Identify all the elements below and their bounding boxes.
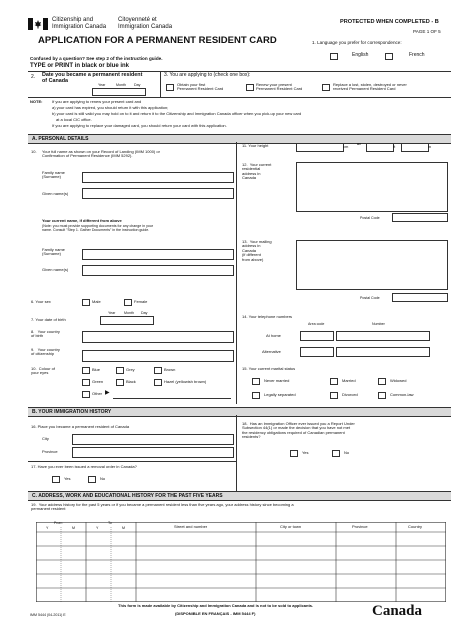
form-title: APPLICATION FOR A PERMANENT RESIDENT CARD [38, 35, 277, 46]
type-print-note: TYPE or PRINT in black or blue ink [30, 63, 130, 69]
obtain-first-checkbox[interactable] [166, 84, 174, 91]
report-no-checkbox[interactable] [332, 450, 340, 457]
eyes-grey-checkbox[interactable] [116, 367, 124, 374]
eyes-hazel-checkbox[interactable] [154, 379, 162, 386]
french-availability: (DISPONIBLE EN FRANÇAIS - IMM 5444 F) [175, 611, 256, 616]
section-c-header: C. ADDRESS, WORK AND EDUCATIONAL HISTORY FOR THE PAST FIVE YEARS [28, 491, 451, 501]
dob-input[interactable] [100, 316, 154, 325]
report-yes-checkbox[interactable] [290, 450, 298, 457]
pr-date-input[interactable] [92, 88, 146, 96]
home-area-code-input[interactable] [300, 331, 334, 341]
mailing-address-input[interactable] [296, 240, 448, 290]
agency-name-fr: Citoyenneté et Immigration Canada [118, 17, 173, 30]
replace-checkbox[interactable] [322, 84, 330, 91]
never-married-checkbox[interactable] [252, 378, 260, 385]
widowed-checkbox[interactable] [378, 378, 386, 385]
mailing-postal-input[interactable] [392, 293, 448, 302]
female-checkbox[interactable] [124, 299, 132, 306]
current-given-name-input[interactable] [82, 265, 234, 276]
alt-number-input[interactable] [336, 347, 430, 357]
height-ft-input[interactable] [366, 143, 394, 152]
eyes-green-checkbox[interactable] [82, 379, 90, 386]
q1-label: 1. Language you prefer for correspondence: [312, 40, 402, 45]
page-number: PAGE 1 OF 5 [413, 29, 441, 34]
section-b-header: B. YOUR IMMIGRATION HISTORY [28, 407, 451, 417]
eyes-other-input[interactable] [113, 398, 231, 399]
q12-label: 12. Your current residential address in Canada [242, 162, 272, 181]
residential-postal-input[interactable] [392, 213, 448, 222]
eyes-black-checkbox[interactable] [116, 379, 124, 386]
q3-label: 3. You are applying to (check one box): [164, 72, 251, 78]
residential-address-input[interactable] [296, 162, 448, 212]
address-history-table: From To Y M Y M Street and number City or town Province Country [36, 522, 446, 602]
q13-label: 13. Your mailing address in Canada (if different from above) [242, 239, 272, 262]
family-name-input[interactable] [82, 172, 234, 183]
legally-separated-checkbox[interactable] [252, 392, 260, 399]
canada-wordmark: Canada [372, 603, 423, 619]
confused-note: Confused by a question? See step 2 of the instruction guide. [30, 56, 163, 61]
pr-city-input[interactable] [72, 434, 234, 445]
height-in-input[interactable] [401, 143, 429, 152]
pr-province-input[interactable] [72, 447, 234, 458]
french-label: French [409, 52, 425, 58]
renew-checkbox[interactable] [246, 84, 254, 91]
common-law-checkbox[interactable] [378, 392, 386, 399]
arrow-right-icon: ▶ [105, 390, 110, 396]
eyes-brown-checkbox[interactable] [154, 367, 162, 374]
english-label: English [352, 52, 369, 58]
q10-label: Your full name as shown on your Record of Landing (IMM 1000) or Confirmation of Permanent Residence (IMM 5292). [42, 149, 160, 159]
eyes-blue-checkbox[interactable] [82, 367, 90, 374]
form-id: IMM 5444 (04-2011) E [30, 613, 66, 617]
current-name-label: Your current name, if different from above [42, 218, 122, 223]
height-cm-input[interactable] [296, 143, 344, 152]
q18-label: 18. Has an Immigration Officer ever issued you a Report Under Subsection 44(1) or made the decision that you have not met the residency obligations required of Canadian permanent residents? [242, 421, 355, 440]
current-family-name-input[interactable] [82, 249, 234, 260]
section-a-header: A. PERSONAL DETAILS [28, 134, 451, 144]
french-checkbox[interactable] [385, 53, 393, 60]
alt-area-code-input[interactable] [300, 347, 334, 357]
removal-no-checkbox[interactable] [88, 476, 96, 483]
removal-yes-checkbox[interactable] [52, 476, 60, 483]
protected-label: PROTECTED WHEN COMPLETED - B [340, 19, 439, 25]
q19-label: 19. Your address history for the past 5 years or if you became a permanent resident less than five years ago, your address history since becoming a permanent resident [31, 502, 294, 512]
divorced-checkbox[interactable] [330, 392, 338, 399]
agency-name-en: Citizenship and Immigration Canada [52, 17, 107, 30]
married-checkbox[interactable] [330, 378, 338, 385]
english-checkbox[interactable] [330, 53, 338, 60]
given-name-input[interactable] [82, 188, 234, 199]
footer-made-available: This form is made available by Citizenship and Immigration Canada and is not to be sold to applicants. [118, 603, 314, 608]
q2-label: Date you became a permanent resident of Canada [42, 72, 143, 84]
country-of-citizenship-input[interactable] [82, 350, 234, 362]
home-number-input[interactable] [336, 331, 430, 341]
country-of-birth-input[interactable] [82, 331, 234, 343]
canada-flag-logo [28, 18, 48, 30]
male-checkbox[interactable] [82, 299, 90, 306]
eyes-other-checkbox[interactable] [82, 391, 90, 398]
